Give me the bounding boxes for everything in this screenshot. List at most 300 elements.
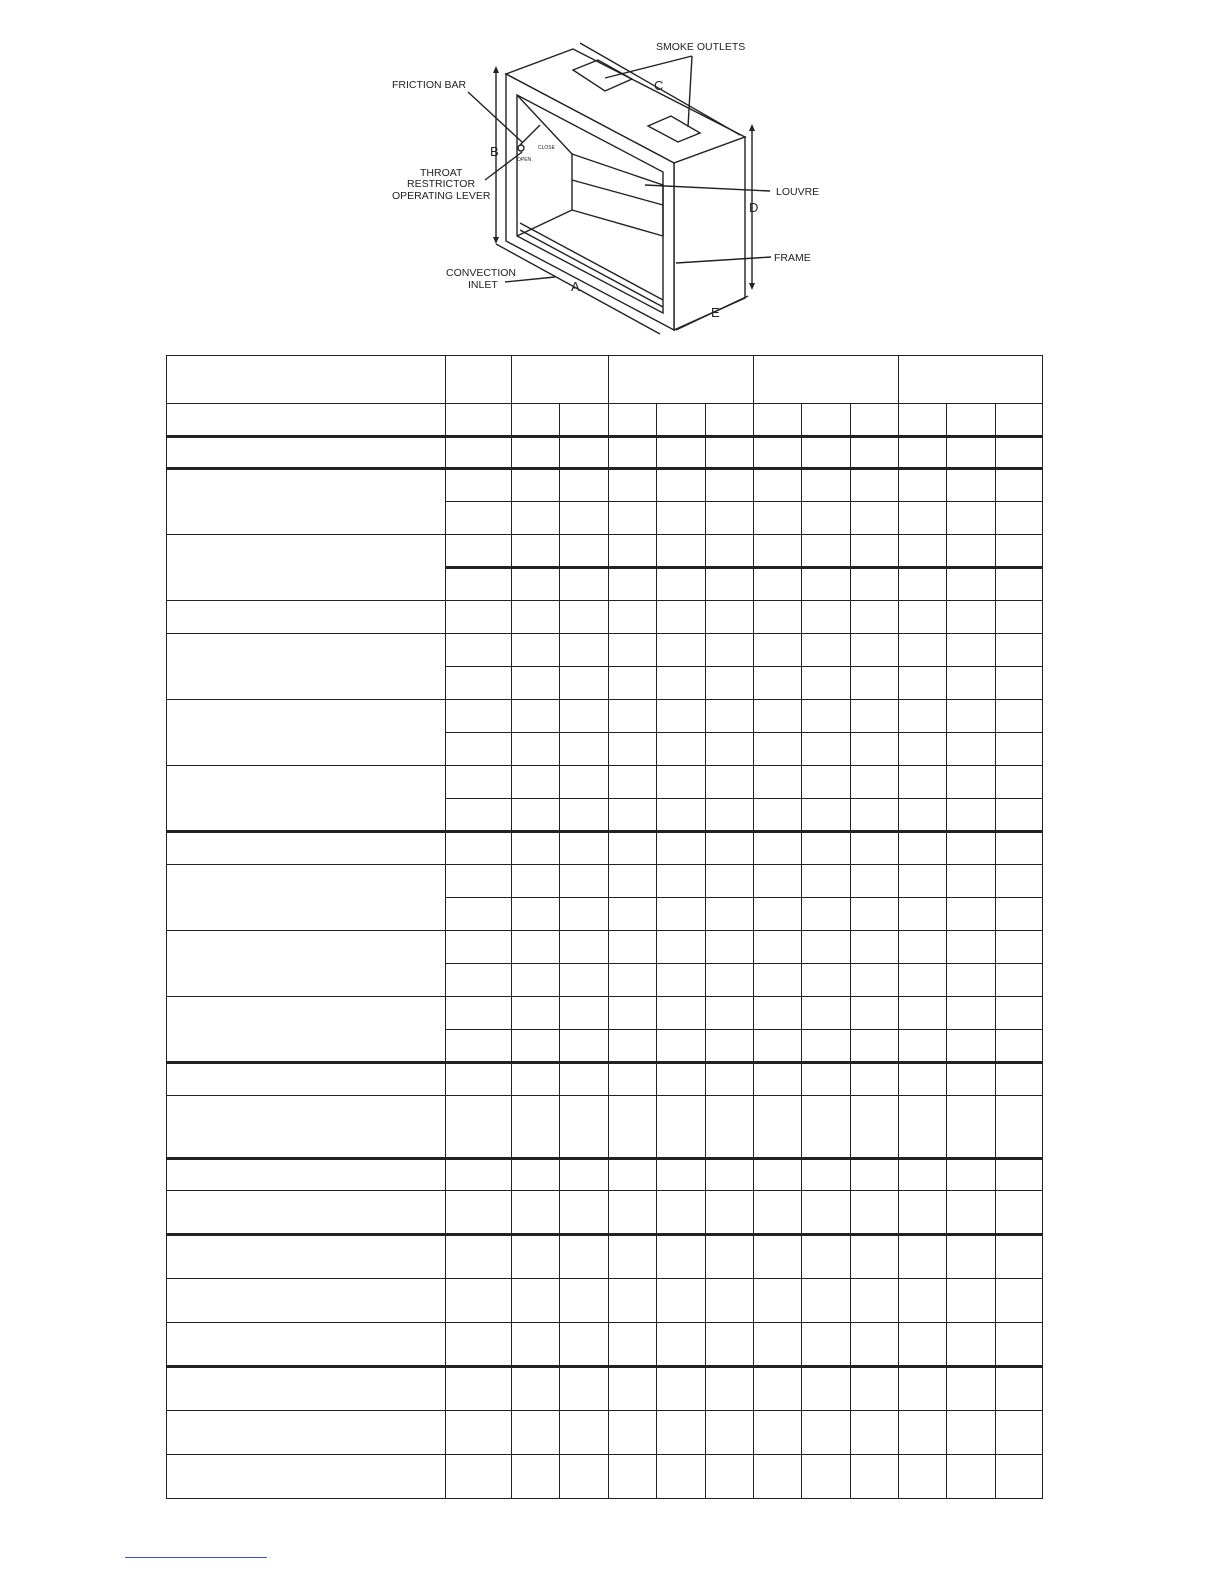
table-cell xyxy=(657,502,706,535)
table-cell xyxy=(851,1063,899,1096)
table-cell xyxy=(802,799,851,832)
table-row xyxy=(167,469,1043,502)
table-cell xyxy=(512,733,560,766)
table-cell xyxy=(899,1235,947,1279)
table-cell xyxy=(657,1096,706,1159)
table-cell xyxy=(996,832,1043,865)
table-cell xyxy=(754,700,802,733)
table-cell xyxy=(609,799,657,832)
table-cell xyxy=(899,733,947,766)
table-cell xyxy=(167,356,446,404)
table-cell xyxy=(446,634,512,667)
table-cell xyxy=(512,1191,560,1235)
table-cell xyxy=(446,1279,512,1323)
table-row xyxy=(167,437,1043,469)
table-row xyxy=(167,601,1043,634)
table-cell xyxy=(947,733,996,766)
table-cell xyxy=(512,1455,560,1499)
table-cell xyxy=(560,437,609,469)
table-cell xyxy=(899,601,947,634)
table-cell xyxy=(167,1063,446,1096)
table-cell xyxy=(609,1455,657,1499)
table-cell xyxy=(899,1279,947,1323)
table-cell xyxy=(996,733,1043,766)
footer-link-underline[interactable] xyxy=(125,1557,267,1558)
table-cell xyxy=(706,404,754,437)
table-cell xyxy=(899,700,947,733)
table-cell xyxy=(802,404,851,437)
table-cell xyxy=(512,535,560,568)
table-cell xyxy=(851,1159,899,1191)
table-cell xyxy=(560,799,609,832)
table-cell xyxy=(609,1191,657,1235)
table-cell xyxy=(706,568,754,601)
table-cell xyxy=(512,404,560,437)
table-cell xyxy=(512,356,609,404)
table-row xyxy=(167,1323,1043,1367)
table-cell xyxy=(560,1191,609,1235)
table-cell xyxy=(560,865,609,898)
table-cell xyxy=(899,964,947,997)
table-cell xyxy=(609,1411,657,1455)
table-cell xyxy=(609,865,657,898)
table-cell xyxy=(657,404,706,437)
table-cell xyxy=(947,1159,996,1191)
table-cell xyxy=(512,1235,560,1279)
table-cell xyxy=(754,898,802,931)
table-cell xyxy=(754,799,802,832)
table-cell xyxy=(446,502,512,535)
table-cell xyxy=(560,634,609,667)
table-cell xyxy=(706,832,754,865)
table-cell xyxy=(446,667,512,700)
table-cell xyxy=(609,931,657,964)
table-cell xyxy=(706,1030,754,1063)
table-cell xyxy=(446,997,512,1030)
table-cell xyxy=(851,404,899,437)
table-cell xyxy=(996,799,1043,832)
table-cell xyxy=(609,964,657,997)
table-cell xyxy=(851,1235,899,1279)
table-cell xyxy=(706,1191,754,1235)
table-cell xyxy=(996,1235,1043,1279)
table-cell xyxy=(754,469,802,502)
table-cell xyxy=(899,1411,947,1455)
table-cell xyxy=(657,1030,706,1063)
table-cell xyxy=(167,1323,446,1367)
table-cell xyxy=(446,356,512,404)
table-cell xyxy=(996,1030,1043,1063)
table-cell xyxy=(446,1411,512,1455)
table-cell xyxy=(996,1411,1043,1455)
table-cell xyxy=(706,964,754,997)
table-cell xyxy=(609,700,657,733)
table-cell xyxy=(609,1235,657,1279)
friction-bar-label: FRICTION BAR xyxy=(392,79,467,91)
table-cell xyxy=(512,1367,560,1411)
table-cell xyxy=(167,1279,446,1323)
table-cell xyxy=(802,601,851,634)
table-cell xyxy=(802,437,851,469)
table-cell xyxy=(446,1063,512,1096)
throat-label-line1: THROAT xyxy=(420,167,463,179)
table-cell xyxy=(512,997,560,1030)
table-cell xyxy=(947,832,996,865)
table-cell xyxy=(446,1096,512,1159)
table-cell xyxy=(802,898,851,931)
table-cell xyxy=(996,931,1043,964)
table-cell xyxy=(899,931,947,964)
table-cell xyxy=(609,469,657,502)
table-row xyxy=(167,634,1043,667)
table-cell xyxy=(167,766,446,832)
table-cell xyxy=(996,1367,1043,1411)
table-cell xyxy=(609,997,657,1030)
table-row xyxy=(167,700,1043,733)
table-cell xyxy=(657,437,706,469)
table-cell xyxy=(802,1096,851,1159)
table-cell xyxy=(609,601,657,634)
table-cell xyxy=(446,1235,512,1279)
table-cell xyxy=(167,1411,446,1455)
table-cell xyxy=(657,997,706,1030)
table-cell xyxy=(899,356,1043,404)
table-cell xyxy=(609,1030,657,1063)
table-cell xyxy=(657,1323,706,1367)
table-cell xyxy=(560,766,609,799)
table-cell xyxy=(706,1323,754,1367)
table-cell xyxy=(996,502,1043,535)
table-cell xyxy=(996,469,1043,502)
table-cell xyxy=(657,1279,706,1323)
table-cell xyxy=(947,766,996,799)
table-cell xyxy=(167,1455,446,1499)
table-cell xyxy=(512,1063,560,1096)
table-row xyxy=(167,1279,1043,1323)
table-cell xyxy=(947,1191,996,1235)
table-header-row xyxy=(167,404,1043,437)
table-cell xyxy=(446,1191,512,1235)
table-cell xyxy=(512,634,560,667)
table-cell xyxy=(754,568,802,601)
table-cell xyxy=(947,1030,996,1063)
table-cell xyxy=(446,1323,512,1367)
table-cell xyxy=(754,766,802,799)
table-cell xyxy=(512,469,560,502)
table-cell xyxy=(899,469,947,502)
table-cell xyxy=(167,832,446,865)
table-cell xyxy=(851,601,899,634)
table-cell xyxy=(851,437,899,469)
table-cell xyxy=(947,1367,996,1411)
table-cell xyxy=(754,1063,802,1096)
dimension-e-label: E xyxy=(711,305,720,320)
table-cell xyxy=(167,469,446,535)
table-cell xyxy=(446,535,512,568)
table-cell xyxy=(560,931,609,964)
table-cell xyxy=(560,667,609,700)
table-cell xyxy=(851,667,899,700)
table-cell xyxy=(802,766,851,799)
table-cell xyxy=(947,799,996,832)
table-cell xyxy=(446,832,512,865)
table-cell xyxy=(996,1455,1043,1499)
table-row xyxy=(167,1455,1043,1499)
table-cell xyxy=(512,766,560,799)
table-cell xyxy=(512,1323,560,1367)
dimension-d-label: D xyxy=(749,200,759,215)
table-cell xyxy=(512,1030,560,1063)
table-cell xyxy=(657,1455,706,1499)
table-cell xyxy=(657,469,706,502)
table-cell xyxy=(609,1159,657,1191)
table-group-header-row xyxy=(167,356,1043,404)
table-cell xyxy=(802,502,851,535)
table-cell xyxy=(512,1411,560,1455)
table-cell xyxy=(706,700,754,733)
table-cell xyxy=(560,1159,609,1191)
table-cell xyxy=(851,766,899,799)
table-cell xyxy=(609,634,657,667)
table-cell xyxy=(899,865,947,898)
table-cell xyxy=(754,1411,802,1455)
table-cell xyxy=(657,1235,706,1279)
table-cell xyxy=(706,1235,754,1279)
dimension-a-label: A xyxy=(571,279,580,294)
table-cell xyxy=(996,601,1043,634)
table-cell xyxy=(802,1279,851,1323)
table-cell xyxy=(851,469,899,502)
table-cell xyxy=(657,1191,706,1235)
table-cell xyxy=(609,437,657,469)
table-cell xyxy=(167,1235,446,1279)
table-cell xyxy=(754,1235,802,1279)
table-cell xyxy=(851,1323,899,1367)
table-cell xyxy=(899,832,947,865)
table-cell xyxy=(802,865,851,898)
table-cell xyxy=(167,1096,446,1159)
table-cell xyxy=(446,437,512,469)
table-cell xyxy=(754,1096,802,1159)
table-cell xyxy=(899,1323,947,1367)
table-cell xyxy=(899,502,947,535)
table-cell xyxy=(446,469,512,502)
table-cell xyxy=(609,568,657,601)
table-cell xyxy=(851,700,899,733)
table-cell xyxy=(560,601,609,634)
table-cell xyxy=(706,766,754,799)
table-cell xyxy=(560,535,609,568)
table-cell xyxy=(657,1063,706,1096)
throat-label-line2: RESTRICTOR xyxy=(407,178,476,190)
table-cell xyxy=(657,634,706,667)
table-cell xyxy=(899,1191,947,1235)
table-cell xyxy=(512,1159,560,1191)
table-cell xyxy=(802,1411,851,1455)
table-cell xyxy=(512,667,560,700)
table-cell xyxy=(512,964,560,997)
table-cell xyxy=(899,404,947,437)
table-cell xyxy=(657,832,706,865)
table-cell xyxy=(802,1063,851,1096)
table-cell xyxy=(754,1030,802,1063)
table-cell xyxy=(446,1367,512,1411)
table-cell xyxy=(754,733,802,766)
table-cell xyxy=(609,502,657,535)
table-cell xyxy=(446,766,512,799)
table-cell xyxy=(706,1063,754,1096)
table-cell xyxy=(609,667,657,700)
table-cell xyxy=(446,799,512,832)
table-cell xyxy=(996,964,1043,997)
table-cell xyxy=(609,766,657,799)
table-cell xyxy=(996,700,1043,733)
table-cell xyxy=(899,535,947,568)
table-cell xyxy=(706,1159,754,1191)
table-cell xyxy=(754,1279,802,1323)
convection-label-line1: CONVECTION xyxy=(446,267,517,279)
table-cell xyxy=(851,997,899,1030)
table-cell xyxy=(706,667,754,700)
table-cell xyxy=(560,898,609,931)
table-cell xyxy=(754,964,802,997)
table-cell xyxy=(512,502,560,535)
table-cell xyxy=(560,1323,609,1367)
table-cell xyxy=(560,733,609,766)
table-cell xyxy=(947,437,996,469)
table-cell xyxy=(560,404,609,437)
table-cell xyxy=(446,1030,512,1063)
table-cell xyxy=(947,1279,996,1323)
table-cell xyxy=(947,469,996,502)
table-cell xyxy=(706,535,754,568)
table-cell xyxy=(947,865,996,898)
table-cell xyxy=(899,1096,947,1159)
table-cell xyxy=(802,964,851,997)
table-cell xyxy=(851,799,899,832)
table-cell xyxy=(706,1367,754,1411)
table-cell xyxy=(706,1411,754,1455)
table-cell xyxy=(851,1279,899,1323)
table-cell xyxy=(560,1063,609,1096)
table-cell xyxy=(754,356,899,404)
table-cell xyxy=(899,568,947,601)
table-cell xyxy=(802,1367,851,1411)
table-row xyxy=(167,535,1043,568)
table-cell xyxy=(167,601,446,634)
table-cell xyxy=(657,1159,706,1191)
table-cell xyxy=(446,700,512,733)
table-cell xyxy=(657,1367,706,1411)
table-cell xyxy=(560,832,609,865)
table-cell xyxy=(802,535,851,568)
table-cell xyxy=(754,601,802,634)
table-cell xyxy=(446,865,512,898)
table-cell xyxy=(657,667,706,700)
table-cell xyxy=(802,1235,851,1279)
table-cell xyxy=(560,1367,609,1411)
table-cell xyxy=(446,1159,512,1191)
table-row xyxy=(167,766,1043,799)
table-cell xyxy=(947,1235,996,1279)
table-cell xyxy=(802,700,851,733)
table-cell xyxy=(446,733,512,766)
table-cell xyxy=(512,1096,560,1159)
table-cell xyxy=(167,404,446,437)
table-cell xyxy=(657,799,706,832)
table-cell xyxy=(899,667,947,700)
table-cell xyxy=(167,865,446,931)
table-cell xyxy=(996,568,1043,601)
table-cell xyxy=(754,634,802,667)
table-cell xyxy=(657,601,706,634)
table-row xyxy=(167,1096,1043,1159)
table-cell xyxy=(706,898,754,931)
table-cell xyxy=(754,437,802,469)
table-cell xyxy=(167,437,446,469)
table-cell xyxy=(851,568,899,601)
table-cell xyxy=(167,535,446,601)
table-cell xyxy=(947,1455,996,1499)
table-cell xyxy=(802,931,851,964)
table-cell xyxy=(657,1411,706,1455)
table-row xyxy=(167,1235,1043,1279)
table-cell xyxy=(512,931,560,964)
table-cell xyxy=(560,1455,609,1499)
table-cell xyxy=(996,1063,1043,1096)
table-cell xyxy=(512,832,560,865)
dimension-b-label: B xyxy=(490,144,499,159)
table-cell xyxy=(851,832,899,865)
fireplace-insert-diagram xyxy=(380,30,840,345)
table-cell xyxy=(560,568,609,601)
table-cell xyxy=(996,1096,1043,1159)
table-cell xyxy=(657,865,706,898)
smoke-outlets-label: SMOKE OUTLETS xyxy=(656,41,746,53)
table-cell xyxy=(706,1455,754,1499)
table-cell xyxy=(899,799,947,832)
unit-side xyxy=(674,137,745,330)
table-cell xyxy=(560,469,609,502)
table-cell xyxy=(446,898,512,931)
table-cell xyxy=(657,931,706,964)
table-cell xyxy=(167,1367,446,1411)
table-cell xyxy=(947,898,996,931)
table-cell xyxy=(657,568,706,601)
table-cell xyxy=(851,634,899,667)
table-cell xyxy=(560,997,609,1030)
table-cell xyxy=(754,1159,802,1191)
table-cell xyxy=(996,898,1043,931)
table-cell xyxy=(947,568,996,601)
table-cell xyxy=(657,535,706,568)
table-row xyxy=(167,931,1043,964)
table-cell xyxy=(609,832,657,865)
table-cell xyxy=(851,1096,899,1159)
table-cell xyxy=(851,1191,899,1235)
table-cell xyxy=(560,1235,609,1279)
table-cell xyxy=(947,997,996,1030)
table-cell xyxy=(706,733,754,766)
table-cell xyxy=(512,700,560,733)
table-cell xyxy=(706,799,754,832)
table-cell xyxy=(851,502,899,535)
table-cell xyxy=(446,601,512,634)
table-cell xyxy=(512,865,560,898)
table-cell xyxy=(446,931,512,964)
table-cell xyxy=(754,832,802,865)
table-cell xyxy=(851,1367,899,1411)
